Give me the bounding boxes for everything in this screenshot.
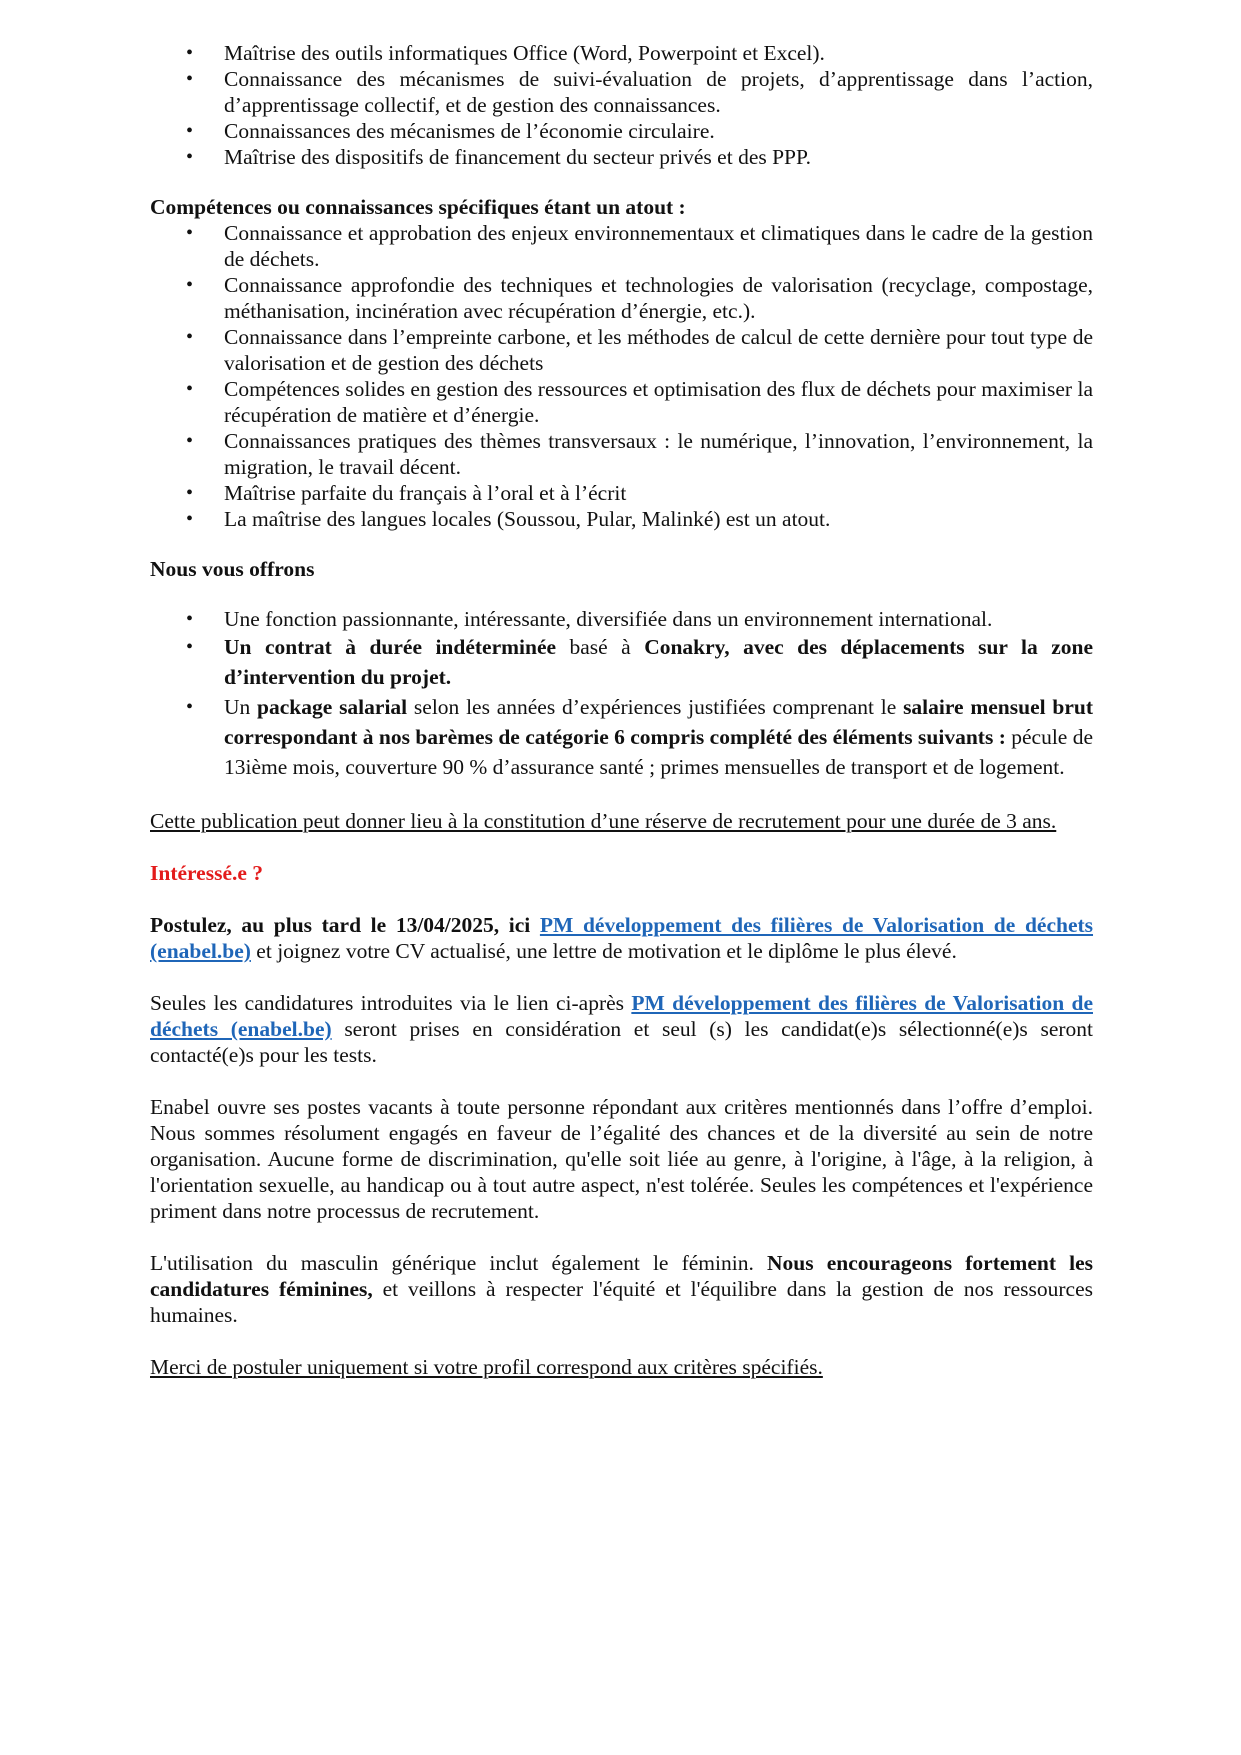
list-item: • Connaissance dans l’empreinte carbone, et les méthodes de calcul de cette dernière pour tout type de valorisation et de gestion des déchets (224, 324, 1093, 376)
interested-heading: Intéressé.e ? (150, 861, 264, 885)
text: Un (224, 695, 258, 719)
list-item: • Compétences solides en gestion des ressources et optimisation des flux de déchets pour maximiser la récupération de matière et d’énergie. (224, 376, 1093, 428)
list-item: • Connaissance et approbation des enjeux environnementaux et climatiques dans le cadre de la gestion de déchets. (224, 220, 1093, 272)
list-item: • Maîtrise parfaite du français à l’oral et à l’écrit (224, 480, 1093, 506)
salary-details: salaire mensuel brut correspondant à nos barèmes de catégorie 6 compris complété des éléments suivants : (224, 695, 1093, 749)
encourage-women: Nous encourageons fortement les candidatures féminines, (150, 1251, 1093, 1301)
diversity-paragraph: Enabel ouvre ses postes vacants à toute personne répondant aux critères mentionnés dans l’offre d’emploi. Nous sommes résolument engagés en faveur de l’égalité des chances et de la diversité au sein de notre organisation. Aucune forme de discrimination, qu'elle soit liée au genre, à l'origine, à l'âge, à la religion, à l'orientation sexuelle, au handicap ou à tout autre aspect, n'est tolérée. Seules les compétences et l'expérience priment dans notre processus de recrutement. (150, 1095, 1093, 1223)
document-page (150, 40, 1093, 1380)
assets-heading: Compétences ou connaissances spécifiques étant un atout : (150, 195, 686, 219)
list-item: • Connaissance approfondie des techniques et technologies de valorisation (recyclage, compostage, méthanisation, incinération avec récupération d’énergie, etc.). (224, 272, 1093, 324)
salary-package: package salarial (257, 695, 408, 719)
location: Conakry, avec des déplacements sur la zone d’intervention du projet. (224, 635, 1093, 689)
assets-list (150, 220, 1093, 532)
gender-paragraph (150, 1250, 1093, 1328)
list-item: • Connaissance des mécanismes de suivi-évaluation de projets, d’apprentissage dans l’action, d’apprentissage collectif, et de gestion des connaissances. (224, 66, 1093, 118)
list-item: • Maîtrise des outils informatiques Office (Word, Powerpoint et Excel). (224, 40, 1093, 66)
offer-heading: Nous vous offrons (150, 557, 315, 581)
only-via-paragraph (150, 990, 1093, 1068)
list-item: • Connaissances des mécanismes de l’économie circulaire. (224, 118, 1093, 144)
job-link[interactable]: PM développement des filières de Valorisation de déchets (enabel.be) (150, 913, 1094, 963)
contract-type: Un contrat à durée indéterminée (224, 635, 557, 659)
skills-list (150, 40, 1093, 170)
list-item: • Une fonction passionnante, intéressante, diversifiée dans un environnement international. (224, 606, 1093, 632)
list-item: • Maîtrise des dispositifs de financement du secteur privés et des PPP. (224, 144, 1093, 170)
text: selon les années d’expériences justifiées comprenant le (407, 695, 904, 719)
apply-paragraph (150, 912, 1093, 964)
text: pécule de 13ième mois, couverture 90 % d’assurance santé ; primes mensuelles de transport et de logement. (224, 725, 1094, 779)
text: et joignez votre CV actualisé, une lettre de motivation et le diplôme le plus élevé. (250, 939, 957, 963)
reserve-note: Cette publication peut donner lieu à la constitution d’une réserve de recrutement pour une durée de 3 ans. (150, 809, 1057, 833)
closing-note: Merci de postuler uniquement si votre profil correspond aux critères spécifiés. (150, 1355, 823, 1379)
text: L'utilisation du masculin générique inclut également le féminin. (150, 1251, 767, 1275)
job-link-2[interactable]: PM développement des filières de Valorisation de déchets (enabel.be) (150, 991, 1093, 1041)
list-item: • Connaissances pratiques des thèmes transversaux : le numérique, l’innovation, l’environnement, la migration, le travail décent. (224, 428, 1093, 480)
text: et veillons à respecter l'équité et l'équilibre dans la gestion de nos ressources humaines. (150, 1277, 1094, 1327)
text: basé à (556, 635, 645, 659)
text: Seules les candidatures introduites via le lien ci-après (150, 991, 632, 1015)
offer-list (150, 606, 1093, 782)
list-item (224, 692, 1093, 782)
list-item: • La maîtrise des langues locales (Soussou, Pular, Malinké) est un atout. (224, 506, 1093, 532)
list-item (224, 632, 1093, 692)
text: seront prises en considération et seul (s) les candidat(e)s sélectionné(e)s seront contacté(e)s pour les tests. (150, 1017, 1093, 1067)
apply-deadline: Postulez, au plus tard le 13/04/2025, ici (150, 913, 540, 937)
